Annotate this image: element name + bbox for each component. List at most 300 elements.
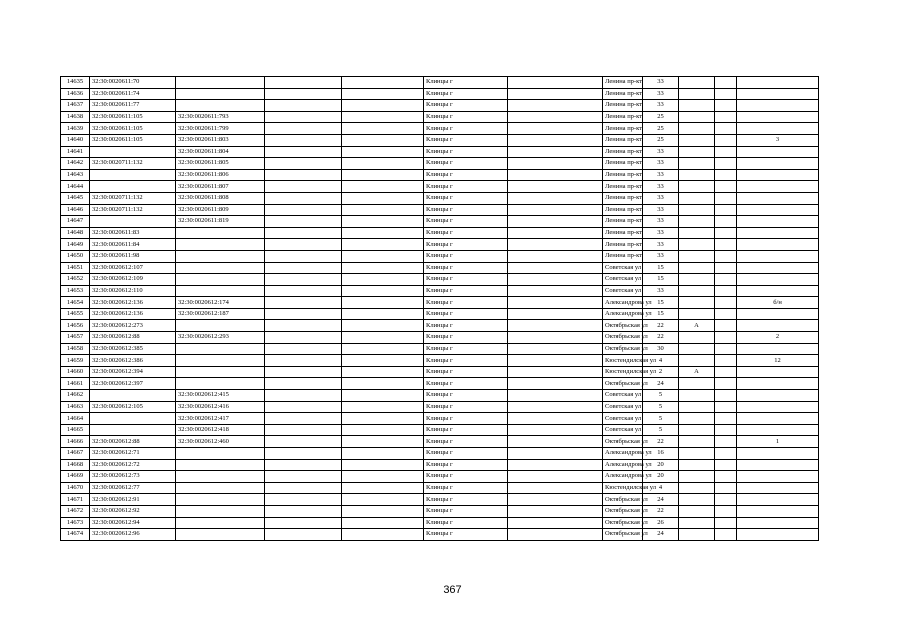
house-number-cell: 30 xyxy=(643,343,679,355)
street-cell: Октябрьская ул xyxy=(603,332,643,344)
record-number-cell: 14643 xyxy=(61,169,90,181)
house-number-cell: 33 xyxy=(643,192,679,204)
cadastral-number-cell xyxy=(90,169,176,181)
record-number-cell: 14657 xyxy=(61,332,90,344)
house-number-cell: 33 xyxy=(643,88,679,100)
table-row xyxy=(61,308,819,320)
record-number-cell: 14640 xyxy=(61,134,90,146)
table-row xyxy=(61,482,819,494)
street-cell: Ленина пр-кт xyxy=(603,123,643,135)
record-number-cell: 14646 xyxy=(61,204,90,216)
cadastral-number-cell: 32:30:0020611:84 xyxy=(90,239,176,251)
apartment-cell xyxy=(737,204,819,216)
empty-cell xyxy=(342,262,424,274)
cadastral-number-cell: 32:30:0020612:386 xyxy=(90,355,176,367)
empty-cell xyxy=(342,146,424,158)
street-cell: Советская ул xyxy=(603,390,643,402)
apartment-cell: 3 xyxy=(737,134,819,146)
table-row xyxy=(61,413,819,425)
empty-cell xyxy=(508,366,603,378)
record-number-cell: 14671 xyxy=(61,494,90,506)
apartment-cell xyxy=(737,227,819,239)
locality-cell: Клинцы г xyxy=(424,192,508,204)
apartment-cell xyxy=(737,424,819,436)
empty-cell xyxy=(508,355,603,367)
empty-cell xyxy=(342,88,424,100)
empty-cell xyxy=(342,239,424,251)
empty-cell xyxy=(508,204,603,216)
house-number-cell: 4 xyxy=(643,355,679,367)
house-number-cell: 25 xyxy=(643,134,679,146)
apartment-cell xyxy=(737,482,819,494)
cadastral-number-cell: 32:30:0020611:98 xyxy=(90,250,176,262)
letter-cell xyxy=(679,332,715,344)
empty-cell xyxy=(715,332,737,344)
letter-cell xyxy=(679,401,715,413)
empty-cell xyxy=(342,274,424,286)
house-number-cell: 5 xyxy=(643,390,679,402)
empty-cell xyxy=(342,494,424,506)
cadastral-number-cell xyxy=(90,181,176,193)
table-row xyxy=(61,77,819,89)
empty-cell xyxy=(342,320,424,332)
empty-cell xyxy=(265,274,342,286)
empty-cell xyxy=(342,505,424,517)
table-row xyxy=(61,285,819,297)
locality-cell: Клинцы г xyxy=(424,517,508,529)
empty-cell xyxy=(342,517,424,529)
locality-cell: Клинцы г xyxy=(424,366,508,378)
cadastral-number-cell: 32:30:0020612:72 xyxy=(90,459,176,471)
apartment-cell xyxy=(737,192,819,204)
empty-cell xyxy=(508,401,603,413)
empty-cell xyxy=(508,169,603,181)
house-number-cell: 20 xyxy=(643,471,679,483)
empty-cell xyxy=(265,424,342,436)
letter-cell xyxy=(679,413,715,425)
house-number-cell: 15 xyxy=(643,308,679,320)
street-cell: Октябрьская ул xyxy=(603,529,643,541)
locality-cell: Клинцы г xyxy=(424,390,508,402)
record-number-cell: 14663 xyxy=(61,401,90,413)
empty-cell xyxy=(342,169,424,181)
street-cell: Александрова ул xyxy=(603,308,643,320)
empty-cell xyxy=(715,192,737,204)
linked-cadastral-number-cell xyxy=(176,378,265,390)
cadastral-number-cell: 32:30:0020611:83 xyxy=(90,227,176,239)
empty-cell xyxy=(715,100,737,112)
house-number-cell: 5 xyxy=(643,413,679,425)
table-row xyxy=(61,88,819,100)
empty-cell xyxy=(508,285,603,297)
table-row xyxy=(61,471,819,483)
cadastral-number-cell: 32:30:0020612:397 xyxy=(90,378,176,390)
empty-cell xyxy=(508,378,603,390)
letter-cell xyxy=(679,436,715,448)
record-number-cell: 14664 xyxy=(61,413,90,425)
table-row xyxy=(61,227,819,239)
house-number-cell: 33 xyxy=(643,77,679,89)
table-row xyxy=(61,216,819,228)
empty-cell xyxy=(265,169,342,181)
letter-cell xyxy=(679,355,715,367)
street-cell: Ленина пр-кт xyxy=(603,250,643,262)
linked-cadastral-number-cell: 32:30:0020611:806 xyxy=(176,169,265,181)
house-number-cell: 16 xyxy=(643,448,679,460)
record-number-cell: 14641 xyxy=(61,146,90,158)
locality-cell: Клинцы г xyxy=(424,436,508,448)
table-row xyxy=(61,366,819,378)
empty-cell xyxy=(265,250,342,262)
empty-cell xyxy=(265,146,342,158)
empty-cell xyxy=(715,297,737,309)
cadastral-number-cell: 32:30:0020612:110 xyxy=(90,285,176,297)
street-cell: Ленина пр-кт xyxy=(603,169,643,181)
street-cell: Советская ул xyxy=(603,424,643,436)
table-row xyxy=(61,436,819,448)
table-row xyxy=(61,332,819,344)
empty-cell xyxy=(265,401,342,413)
linked-cadastral-number-cell xyxy=(176,529,265,541)
empty-cell xyxy=(265,239,342,251)
apartment-cell: 2 xyxy=(737,332,819,344)
apartment-cell: 12 xyxy=(737,355,819,367)
empty-cell xyxy=(715,308,737,320)
locality-cell: Клинцы г xyxy=(424,123,508,135)
cadastral-number-cell: 32:30:0020612:109 xyxy=(90,274,176,286)
empty-cell xyxy=(715,134,737,146)
apartment-cell xyxy=(737,459,819,471)
linked-cadastral-number-cell: 32:30:0020612:174 xyxy=(176,297,265,309)
street-cell: Ленина пр-кт xyxy=(603,204,643,216)
locality-cell: Клинцы г xyxy=(424,448,508,460)
cadastral-number-cell: 32:30:0020611:70 xyxy=(90,77,176,89)
empty-cell xyxy=(508,123,603,135)
record-number-cell: 14654 xyxy=(61,297,90,309)
empty-cell xyxy=(265,100,342,112)
empty-cell xyxy=(265,378,342,390)
apartment-cell xyxy=(737,146,819,158)
apartment-cell xyxy=(737,250,819,262)
locality-cell: Клинцы г xyxy=(424,297,508,309)
empty-cell xyxy=(715,320,737,332)
empty-cell xyxy=(342,297,424,309)
letter-cell xyxy=(679,181,715,193)
linked-cadastral-number-cell: 32:30:0020611:807 xyxy=(176,181,265,193)
letter-cell xyxy=(679,505,715,517)
linked-cadastral-number-cell: 32:30:0020612:415 xyxy=(176,390,265,402)
street-cell: Кюстендилская ул xyxy=(603,366,643,378)
record-number-cell: 14673 xyxy=(61,517,90,529)
cadastral-number-cell: 32:30:0020612:94 xyxy=(90,517,176,529)
locality-cell: Клинцы г xyxy=(424,529,508,541)
empty-cell xyxy=(265,262,342,274)
record-number-cell: 14667 xyxy=(61,448,90,460)
empty-cell xyxy=(342,471,424,483)
table-row xyxy=(61,111,819,123)
house-number-cell: 22 xyxy=(643,505,679,517)
locality-cell: Клинцы г xyxy=(424,285,508,297)
empty-cell xyxy=(508,250,603,262)
empty-cell xyxy=(342,123,424,135)
locality-cell: Клинцы г xyxy=(424,343,508,355)
empty-cell xyxy=(508,239,603,251)
house-number-cell: 5 xyxy=(643,424,679,436)
linked-cadastral-number-cell xyxy=(176,250,265,262)
cadastral-number-cell xyxy=(90,424,176,436)
empty-cell xyxy=(715,494,737,506)
house-number-cell: 22 xyxy=(643,436,679,448)
empty-cell xyxy=(715,529,737,541)
letter-cell xyxy=(679,77,715,89)
empty-cell xyxy=(715,77,737,89)
empty-cell xyxy=(508,77,603,89)
locality-cell: Клинцы г xyxy=(424,459,508,471)
house-number-cell: 25 xyxy=(643,123,679,135)
locality-cell: Клинцы г xyxy=(424,262,508,274)
cadastral-number-cell: 32:30:0020612:88 xyxy=(90,436,176,448)
table-row xyxy=(61,494,819,506)
table-row xyxy=(61,239,819,251)
house-number-cell: 33 xyxy=(643,250,679,262)
letter-cell xyxy=(679,204,715,216)
linked-cadastral-number-cell: 32:30:0020611:804 xyxy=(176,146,265,158)
apartment-cell xyxy=(737,181,819,193)
empty-cell xyxy=(508,436,603,448)
street-cell: Ленина пр-кт xyxy=(603,146,643,158)
empty-cell xyxy=(715,227,737,239)
house-number-cell: 22 xyxy=(643,320,679,332)
cadastral-number-cell: 32:30:0020612:105 xyxy=(90,401,176,413)
page-number: 367 xyxy=(443,584,462,596)
record-number-cell: 14637 xyxy=(61,100,90,112)
cadastral-number-cell xyxy=(90,390,176,402)
apartment-cell xyxy=(737,262,819,274)
cadastral-number-cell: 32:30:0020611:74 xyxy=(90,88,176,100)
house-number-cell: 4 xyxy=(643,482,679,494)
table-row xyxy=(61,529,819,541)
empty-cell xyxy=(715,204,737,216)
linked-cadastral-number-cell: 32:30:0020612:416 xyxy=(176,401,265,413)
empty-cell xyxy=(265,158,342,170)
linked-cadastral-number-cell: 32:30:0020612:187 xyxy=(176,308,265,320)
apartment-cell: б/н xyxy=(737,297,819,309)
empty-cell xyxy=(715,216,737,228)
empty-cell xyxy=(342,250,424,262)
empty-cell xyxy=(508,297,603,309)
cadastral-number-cell: 32:30:0020611:77 xyxy=(90,100,176,112)
house-number-cell: 5 xyxy=(643,401,679,413)
apartment-cell xyxy=(737,169,819,181)
empty-cell xyxy=(342,390,424,402)
street-cell: Октябрьская ул xyxy=(603,517,643,529)
cadastral-number-cell: 32:30:0020611:105 xyxy=(90,134,176,146)
empty-cell xyxy=(508,471,603,483)
empty-cell xyxy=(715,401,737,413)
empty-cell xyxy=(342,204,424,216)
empty-cell xyxy=(715,366,737,378)
empty-cell xyxy=(342,285,424,297)
apartment-cell: 1 xyxy=(737,436,819,448)
record-number-cell: 14662 xyxy=(61,390,90,402)
table-row xyxy=(61,401,819,413)
letter-cell xyxy=(679,390,715,402)
empty-cell xyxy=(342,192,424,204)
house-number-cell: 33 xyxy=(643,100,679,112)
empty-cell xyxy=(265,192,342,204)
street-cell: Октябрьская ул xyxy=(603,378,643,390)
apartment-cell xyxy=(737,123,819,135)
house-number-cell: 22 xyxy=(643,332,679,344)
empty-cell xyxy=(715,111,737,123)
locality-cell: Клинцы г xyxy=(424,274,508,286)
house-number-cell: 26 xyxy=(643,517,679,529)
empty-cell xyxy=(715,424,737,436)
letter-cell xyxy=(679,250,715,262)
empty-cell xyxy=(715,250,737,262)
apartment-cell xyxy=(737,366,819,378)
record-number-cell: 14650 xyxy=(61,250,90,262)
empty-cell xyxy=(508,505,603,517)
empty-cell xyxy=(508,529,603,541)
locality-cell: Клинцы г xyxy=(424,332,508,344)
house-number-cell: 15 xyxy=(643,297,679,309)
record-number-cell: 14647 xyxy=(61,216,90,228)
table-row xyxy=(61,505,819,517)
locality-cell: Клинцы г xyxy=(424,320,508,332)
cadastral-number-cell: 32:30:0020612:77 xyxy=(90,482,176,494)
empty-cell xyxy=(342,424,424,436)
table-row xyxy=(61,169,819,181)
cadastral-number-cell: 32:30:0020612:107 xyxy=(90,262,176,274)
linked-cadastral-number-cell xyxy=(176,355,265,367)
house-number-cell: 20 xyxy=(643,459,679,471)
linked-cadastral-number-cell: 32:30:0020611:808 xyxy=(176,192,265,204)
table-row xyxy=(61,250,819,262)
apartment-cell xyxy=(737,378,819,390)
empty-cell xyxy=(508,158,603,170)
empty-cell xyxy=(342,181,424,193)
table-row xyxy=(61,517,819,529)
linked-cadastral-number-cell xyxy=(176,517,265,529)
empty-cell xyxy=(715,482,737,494)
letter-cell xyxy=(679,343,715,355)
empty-cell xyxy=(715,343,737,355)
letter-cell xyxy=(679,88,715,100)
empty-cell xyxy=(265,448,342,460)
cadastral-number-cell: 32:30:0020711:132 xyxy=(90,192,176,204)
empty-cell xyxy=(715,239,737,251)
locality-cell: Клинцы г xyxy=(424,88,508,100)
letter-cell xyxy=(679,239,715,251)
empty-cell xyxy=(715,459,737,471)
record-number-cell: 14665 xyxy=(61,424,90,436)
letter-cell xyxy=(679,100,715,112)
apartment-cell xyxy=(737,343,819,355)
house-number-cell: 15 xyxy=(643,262,679,274)
apartment-cell xyxy=(737,505,819,517)
locality-cell: Клинцы г xyxy=(424,216,508,228)
cadastral-number-cell: 32:30:0020611:105 xyxy=(90,123,176,135)
linked-cadastral-number-cell xyxy=(176,239,265,251)
street-cell: Советская ул xyxy=(603,413,643,425)
record-number-cell: 14639 xyxy=(61,123,90,135)
apartment-cell xyxy=(737,471,819,483)
locality-cell: Клинцы г xyxy=(424,111,508,123)
table-row xyxy=(61,158,819,170)
apartment-cell xyxy=(737,239,819,251)
empty-cell xyxy=(715,146,737,158)
empty-cell xyxy=(508,100,603,112)
cadastral-number-cell: 32:30:0020612:385 xyxy=(90,343,176,355)
street-cell: Ленина пр-кт xyxy=(603,158,643,170)
empty-cell xyxy=(508,192,603,204)
linked-cadastral-number-cell: 32:30:0020611:809 xyxy=(176,204,265,216)
empty-cell xyxy=(508,262,603,274)
apartment-cell xyxy=(737,320,819,332)
cadastral-number-cell: 32:30:0020612:96 xyxy=(90,529,176,541)
street-cell: Ленина пр-кт xyxy=(603,134,643,146)
empty-cell xyxy=(342,134,424,146)
letter-cell: А xyxy=(679,320,715,332)
apartment-cell xyxy=(737,517,819,529)
linked-cadastral-number-cell xyxy=(176,471,265,483)
empty-cell xyxy=(342,111,424,123)
empty-cell xyxy=(715,436,737,448)
empty-cell xyxy=(342,77,424,89)
record-number-cell: 14648 xyxy=(61,227,90,239)
letter-cell xyxy=(679,123,715,135)
record-number-cell: 14652 xyxy=(61,274,90,286)
street-cell: Ленина пр-кт xyxy=(603,88,643,100)
linked-cadastral-number-cell: 32:30:0020611:805 xyxy=(176,158,265,170)
empty-cell xyxy=(715,355,737,367)
apartment-cell xyxy=(737,529,819,541)
locality-cell: Клинцы г xyxy=(424,146,508,158)
street-cell: Александрова ул xyxy=(603,297,643,309)
letter-cell xyxy=(679,111,715,123)
empty-cell xyxy=(265,332,342,344)
record-number-cell: 14658 xyxy=(61,343,90,355)
locality-cell: Клинцы г xyxy=(424,494,508,506)
table-row xyxy=(61,181,819,193)
empty-cell xyxy=(715,505,737,517)
empty-cell xyxy=(265,204,342,216)
record-number-cell: 14651 xyxy=(61,262,90,274)
letter-cell xyxy=(679,517,715,529)
cadastral-number-cell: 32:30:0020612:394 xyxy=(90,366,176,378)
letter-cell xyxy=(679,459,715,471)
linked-cadastral-number-cell xyxy=(176,262,265,274)
locality-cell: Клинцы г xyxy=(424,378,508,390)
street-cell: Ленина пр-кт xyxy=(603,77,643,89)
empty-cell xyxy=(508,216,603,228)
street-cell: Октябрьская ул xyxy=(603,436,643,448)
letter-cell xyxy=(679,297,715,309)
empty-cell xyxy=(715,262,737,274)
empty-cell xyxy=(508,181,603,193)
house-number-cell: 33 xyxy=(643,146,679,158)
street-cell: Александрова ул xyxy=(603,448,643,460)
table-row xyxy=(61,134,819,146)
cadastral-number-cell: 32:30:0020711:132 xyxy=(90,204,176,216)
locality-cell: Клинцы г xyxy=(424,482,508,494)
empty-cell xyxy=(342,216,424,228)
empty-cell xyxy=(265,494,342,506)
cadastral-number-cell: 32:30:0020612:73 xyxy=(90,471,176,483)
linked-cadastral-number-cell xyxy=(176,459,265,471)
house-number-cell: 24 xyxy=(643,529,679,541)
